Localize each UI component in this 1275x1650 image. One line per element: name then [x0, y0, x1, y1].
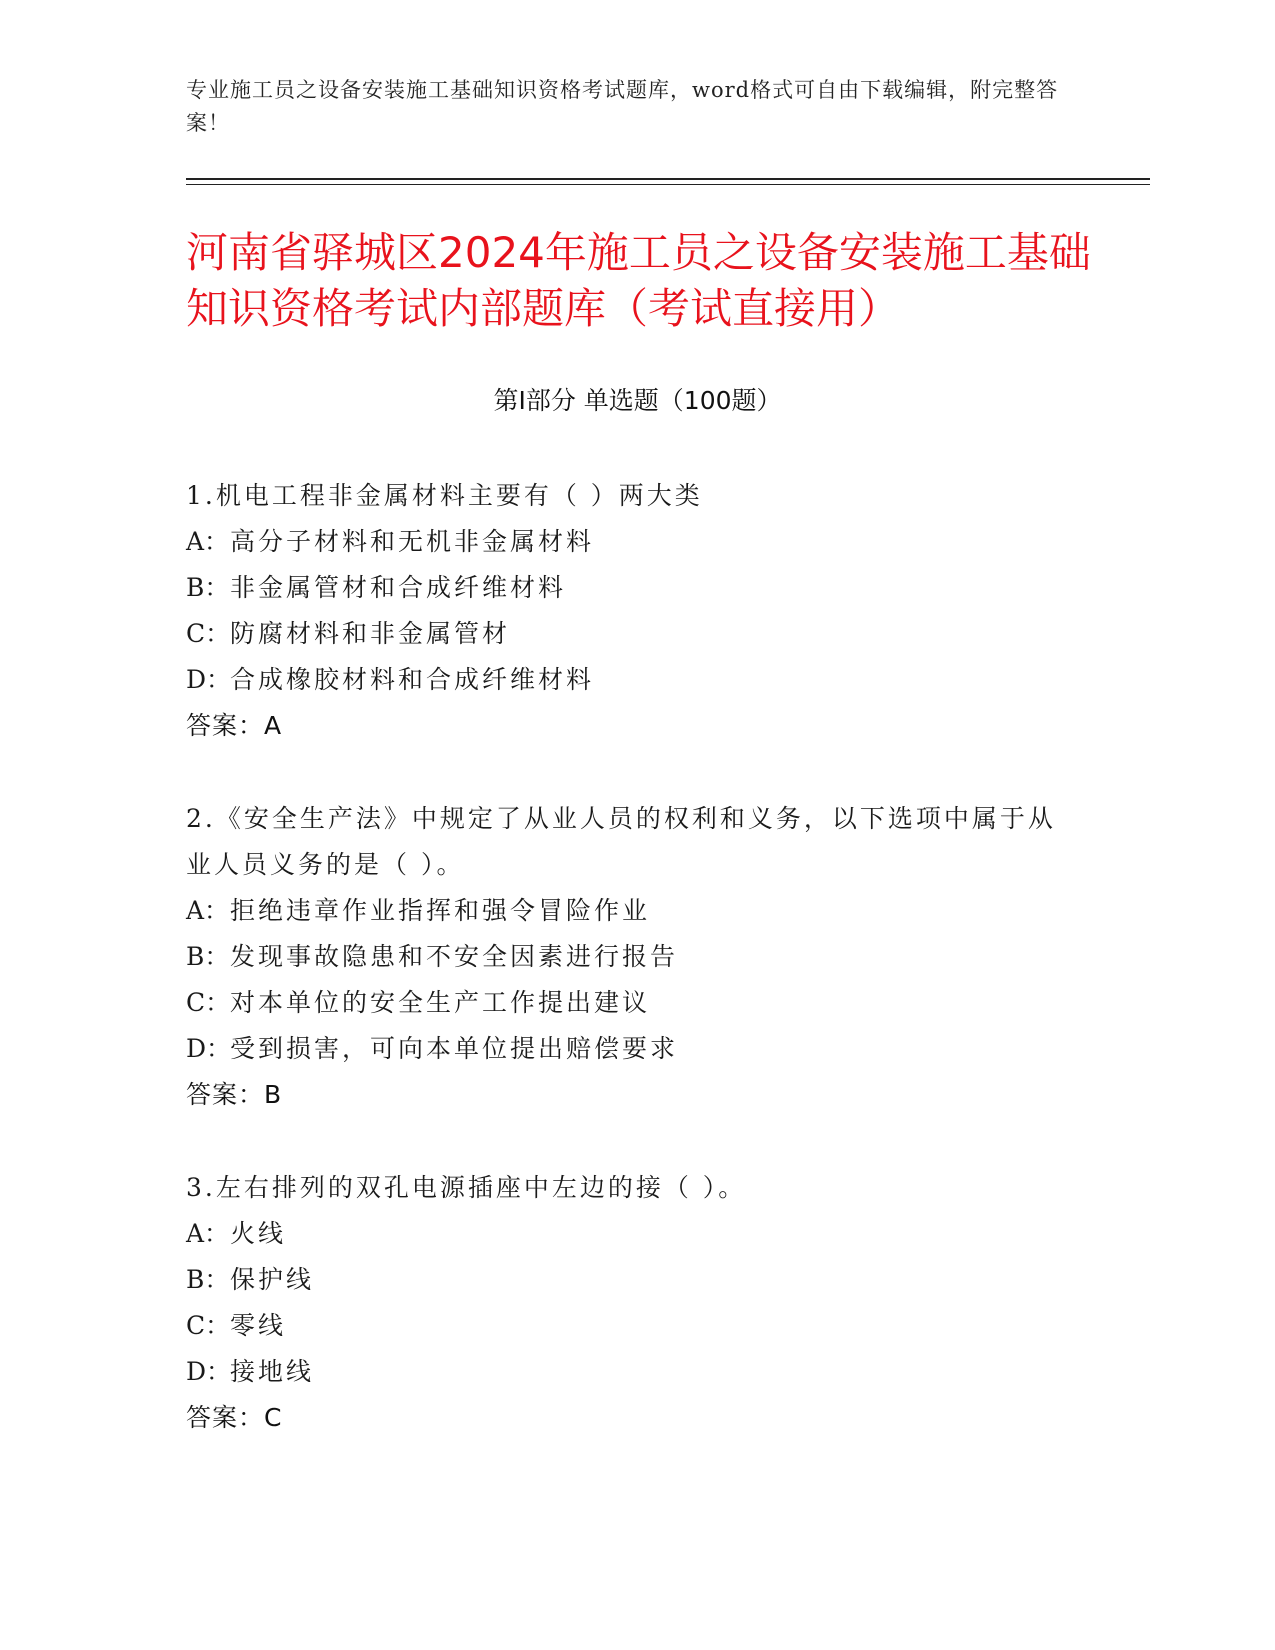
option-text: 保护线 [230, 1265, 315, 1294]
option-text: 接地线 [230, 1357, 315, 1386]
option-text: 火线 [230, 1219, 287, 1248]
question-stem: 3.左右排列的双孔电源插座中左边的接（ ）。 [186, 1173, 747, 1202]
option-key: C： [186, 988, 231, 1017]
option-key: D： [186, 1034, 232, 1063]
question-stem: 1.机电工程非金属材料主要有（ ）两大类 [186, 481, 703, 510]
option-key: A： [186, 527, 230, 556]
option-a [186, 888, 1066, 934]
option-a [186, 519, 1066, 565]
document-title: 河南省驿城区2024年施工员之设备安装施工基础知识资格考试内部题库（考试直接用） [186, 228, 1091, 333]
option-key: A： [186, 896, 230, 925]
option-text: 合成橡胶材料和合成纤维材料 [230, 665, 595, 694]
option-key: A： [186, 1219, 230, 1248]
option-key: C： [186, 1311, 231, 1340]
question-3 [186, 1165, 1066, 1441]
option-text: 零线 [230, 1311, 287, 1340]
option-text: 拒绝违章作业指挥和强令冒险作业 [230, 896, 651, 925]
answer-line: 答案：A [186, 711, 283, 740]
option-text: 非金属管材和合成纤维材料 [230, 573, 567, 602]
option-key: C： [186, 619, 231, 648]
option-key: B： [186, 1265, 230, 1294]
header-divider-thin [186, 184, 1150, 185]
option-a [186, 1211, 1066, 1257]
option-b [186, 1257, 1066, 1303]
answer-line: 答案：C [186, 1403, 283, 1432]
question-1 [186, 473, 1066, 749]
question-list [186, 473, 1066, 1488]
answer-line: 答案：B [186, 1080, 283, 1109]
option-b [186, 565, 1066, 611]
option-key: D： [186, 665, 232, 694]
option-key: B： [186, 573, 230, 602]
option-text: 对本单位的安全生产工作提出建议 [230, 988, 651, 1017]
question-2 [186, 796, 1066, 1118]
header-note: 专业施工员之设备安装施工基础知识资格考试题库，word格式可自由下载编辑，附完整答案！ [186, 78, 1059, 135]
option-d [186, 1026, 1066, 1072]
option-b [186, 934, 1066, 980]
option-text: 防腐材料和非金属管材 [230, 619, 511, 648]
option-d [186, 1349, 1066, 1395]
option-text: 高分子材料和无机非金属材料 [230, 527, 595, 556]
option-key: B： [186, 942, 230, 971]
option-c [186, 980, 1066, 1026]
option-c [186, 1303, 1066, 1349]
header-divider-thick [186, 178, 1150, 180]
option-c [186, 611, 1066, 657]
question-stem: 2.《安全生产法》中规定了从业人员的权利和义务，以下选项中属于从业人员义务的是（ ）。 [186, 804, 1056, 879]
option-key: D： [186, 1357, 232, 1386]
option-text: 发现事故隐患和不安全因素进行报告 [230, 942, 679, 971]
option-d [186, 657, 1066, 703]
section-title: 第Ⅰ部分 单选题（100题） [493, 386, 782, 415]
option-text: 受到损害，可向本单位提出赔偿要求 [230, 1034, 679, 1063]
